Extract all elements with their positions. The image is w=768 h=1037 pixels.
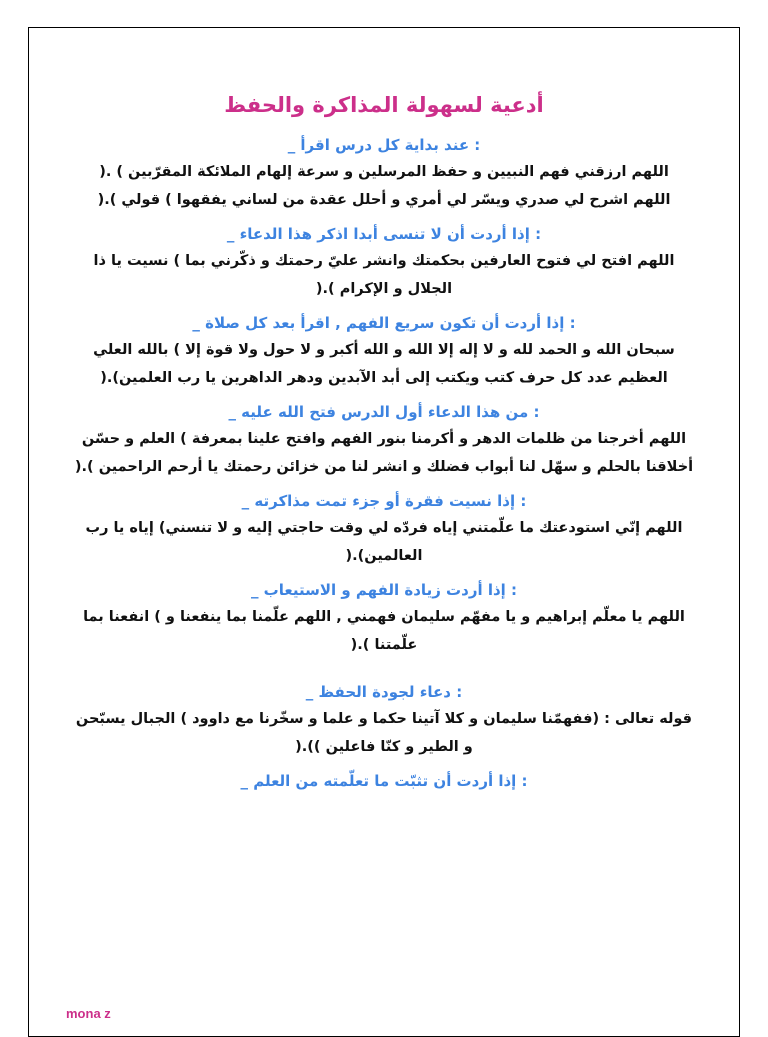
document-title: أدعية لسهولة المذاكرة والحفظ [224, 93, 544, 117]
section-lesson-opening [60, 401, 708, 481]
section-heading: : إذا أردت أن تثبّت ما تعلّمته من العلم _ [240, 772, 528, 790]
section-heading: : من هذا الدعاء أول الدرس فتح الله عليه _ [228, 403, 540, 421]
section-quick-understanding [60, 312, 708, 392]
section-heading: : إذا أردت أن لا تنسى أبدا اذكر هذا الدعاء _ [226, 225, 542, 243]
section-retain-knowledge [60, 770, 708, 792]
prayer-text: اللهم اشرح لي صدري ويسّر لي أمري و أحلل عقدة من لساني يفقهوا ) قولي ).( [97, 192, 671, 208]
prayer-text: اللهم إنّي استودعتك ما علّمتني إياه فردّه لي وقت حاجتي إليه و لا تنسني) إياه يا رب العالمين).( [85, 520, 683, 564]
section-heading: : إذا نسيت فقرة أو جزء تمت مذاكرته _ [241, 492, 527, 510]
prayer-text: اللهم ارزقني فهم النبيين و حفظ المرسلين و سرعة إلهام الملائكة المقرّبين ) .( [99, 164, 669, 180]
prayer-text: اللهم أخرجنا من ظلمات الدهر و أكرمنا بنور الفهم وافتح علينا بمعرفة ) العلم و حسّن أخلاقنا بالحلم و سهّل لنا أبواب فضلك و انشر لنا من خزائن رحمتك يا أرحم الراحمين ).( [74, 431, 694, 475]
section-memorization [60, 681, 708, 761]
section-heading: : إذا أردت أن تكون سريع الفهم , اقرأ بعد كل صلاة _ [192, 314, 576, 332]
footer-author: mona z [66, 1006, 111, 1021]
prayer-text: قوله تعالى : (ففهمّنا سليمان و كلا آتينا حكما و علما و سخّرنا مع داوود ) الجبال يسبّحن و الطير و كنّا فاعلين )).( [75, 711, 693, 755]
prayer-text: اللهم افتح لي فتوح العارفين بحكمتك وانشر عليّ رحمتك و ذكّرني بما ) نسيت يا ذا الجلال و الإكرام ).( [93, 253, 675, 297]
section-heading: : عند بداية كل درس اقرأ _ [287, 136, 481, 154]
section-never-forget [60, 223, 708, 303]
section-comprehension [60, 579, 708, 659]
section-forgotten-part [60, 490, 708, 570]
section-study-start [60, 134, 708, 214]
section-heading: : دعاء لجودة الحفظ _ [305, 683, 463, 701]
prayer-text: اللهم يا معلّم إبراهيم و يا مفهّم سليمان فهمني , اللهم علّمنا بما ينفعنا و ) انفعنا بما علّمتنا ).( [83, 609, 685, 653]
prayer-text: سبحان الله و الحمد لله و لا إله إلا الله و الله أكبر و لا حول ولا قوة إلا ) بالله العلي العظيم عدد كل حرف كتب ويكتب إلى أبد الآبدين ودهر الداهرين يا رب العلمين).( [93, 342, 675, 386]
document-content [60, 90, 708, 801]
section-heading: : إذا أردت زيادة الفهم و الاستيعاب _ [250, 581, 518, 599]
